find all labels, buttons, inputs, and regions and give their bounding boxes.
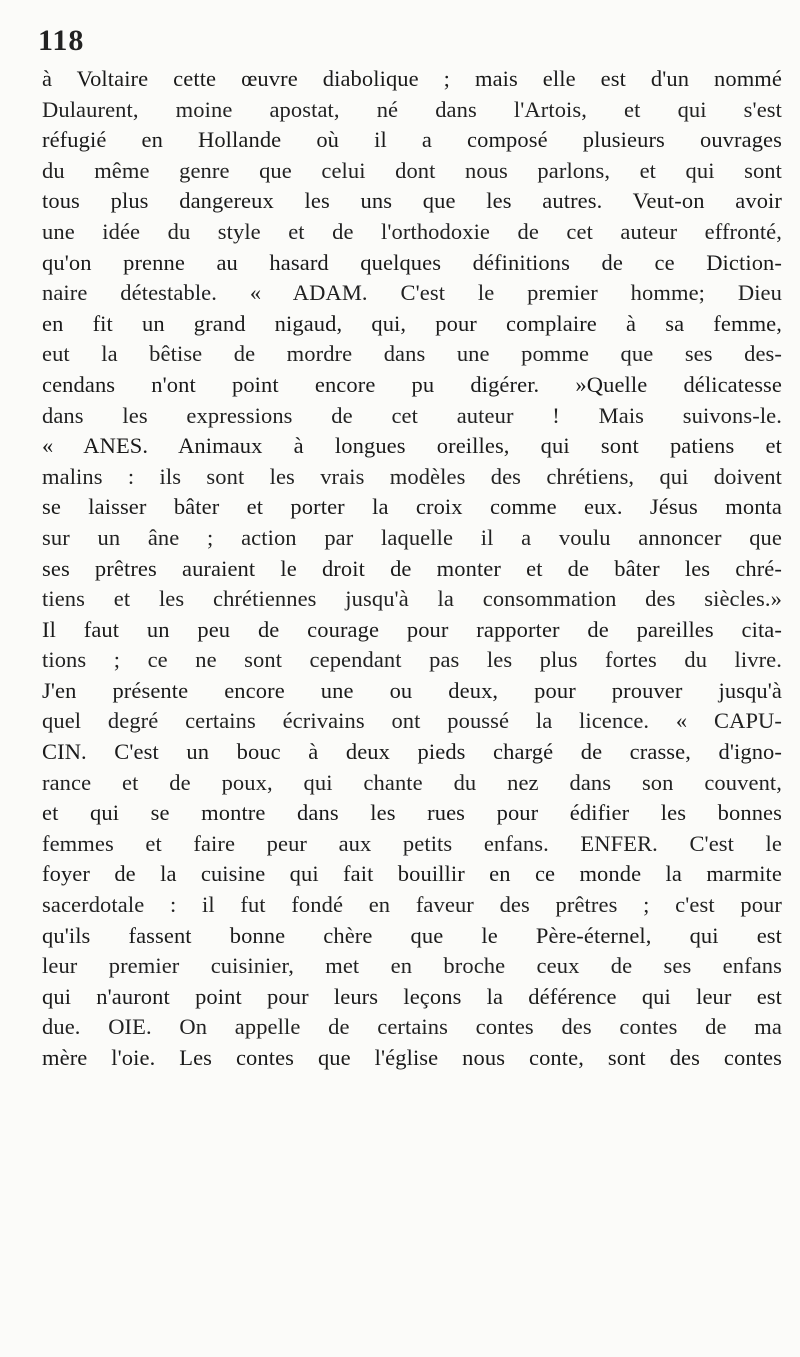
text-line: sacerdotale : il fut fondé en faveur des prêtres ; c'est pour: [42, 892, 782, 918]
text-line: tiens et les chrétiennes jusqu'à la consommation des siècles.»: [42, 586, 782, 612]
text-line: eut la bêtise de mordre dans une pomme que ses des-: [42, 341, 782, 367]
text-line: se laisser bâter et porter la croix comme eux. Jésus monta: [42, 494, 782, 520]
text-line: cendans n'ont point encore pu digérer. »Quelle délicatesse: [42, 371, 782, 397]
text-line: malins : ils sont les vrais modèles des chrétiens, qui doivent: [42, 463, 782, 489]
text-line: à Voltaire cette œuvre diabolique ; mais elle est d'un nommé: [42, 66, 782, 91]
text-line: Dulaurent, moine apostat, né dans l'Artois, et qui s'est: [42, 96, 782, 122]
body-text: [42, 64, 782, 1074]
text-line: femmes et faire peur aux petits enfans. ENFER. C'est le: [42, 830, 782, 856]
text-line: qui n'auront point pour leurs leçons la déférence qui leur est: [42, 983, 782, 1009]
text-line: quel degré certains écrivains ont poussé la licence. « CAPU-: [42, 708, 782, 734]
text-line: tous plus dangereux les uns que les autres. Veut-on avoir: [42, 188, 782, 214]
text-line: Il faut un peu de courage pour rapporter de pareilles cita-: [42, 616, 782, 642]
text-line: « ANES. Animaux à longues oreilles, qui sont patiens et: [42, 433, 782, 459]
text-line: qu'ils fassent bonne chère que le Père-éternel, qui est: [42, 922, 782, 948]
text-line: leur premier cuisinier, met en broche ceux de ses enfans: [42, 953, 782, 979]
text-line: naire détestable. « ADAM. C'est le premier homme; Dieu: [42, 280, 782, 306]
text-line: sur un âne ; action par laquelle il a voulu annoncer que: [42, 524, 782, 550]
text-line: due. OIE. On appelle de certains contes des contes de ma: [42, 1014, 782, 1040]
text-line: et qui se montre dans les rues pour édifier les bonnes: [42, 800, 782, 826]
text-line: dans les expressions de cet auteur ! Mais suivons-le.: [42, 402, 782, 428]
text-line: foyer de la cuisine qui fait bouillir en ce monde la marmite: [42, 861, 782, 887]
page-number: 118: [38, 24, 85, 57]
text-line: qu'on prenne au hasard quelques définitions de ce Diction-: [42, 249, 782, 275]
text-line: J'en présente encore une ou deux, pour prouver jusqu'à: [42, 677, 782, 703]
text-line: une idée du style et de l'orthodoxie de cet auteur effronté,: [42, 218, 782, 244]
text-line: réfugié en Hollande où il a composé plusieurs ouvrages: [42, 127, 782, 153]
text-line: tions ; ce ne sont cependant pas les plus fortes du livre.: [42, 647, 782, 673]
text-line: CIN. C'est un bouc à deux pieds chargé de crasse, d'igno-: [42, 739, 782, 765]
text-line: en fit un grand nigaud, qui, pour complaire à sa femme,: [42, 310, 782, 336]
text-line: mère l'oie. Les contes que l'église nous conte, sont des contes: [42, 1045, 782, 1070]
text-line: du même genre que celui dont nous parlons, et qui sont: [42, 157, 782, 183]
text-line: ses prêtres auraient le droit de monter et de bâter les chré-: [42, 555, 782, 581]
text-line: rance et de poux, qui chante du nez dans son couvent,: [42, 769, 782, 795]
